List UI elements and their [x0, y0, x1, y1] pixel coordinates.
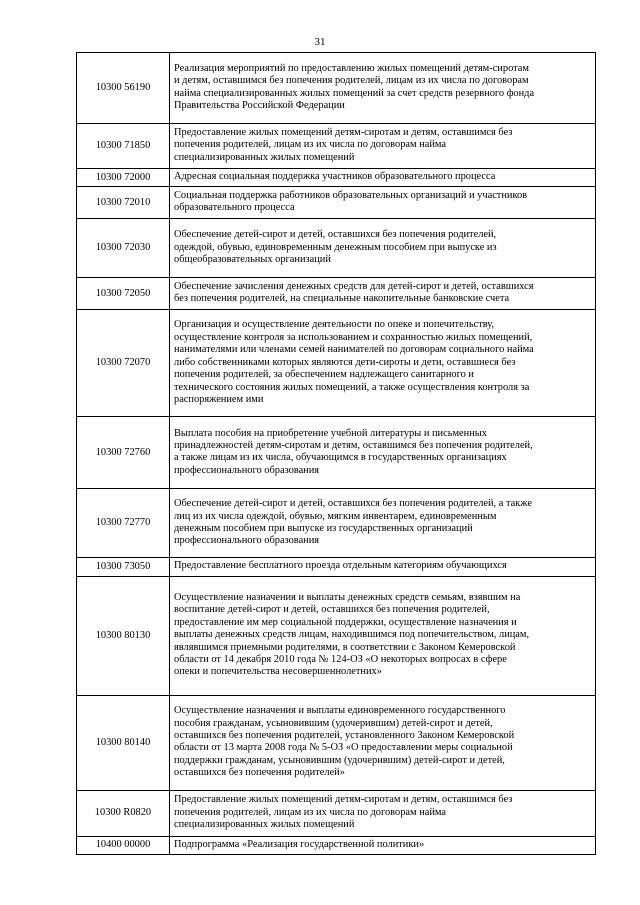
description-line: Осуществление назначения и выплаты денежных средств семьям, взявшим на — [174, 591, 521, 603]
row-code: 10300 72010 — [77, 187, 170, 219]
description-line: лиц из их числа одеждой, обувью, мягким инвентарем, единовременным — [174, 510, 497, 522]
row-code: 10300 72070 — [77, 310, 170, 417]
table-row — [77, 278, 596, 310]
description-line: и детям, оставшимся без попечения родителей, лицам из их числа по договорам — [174, 75, 529, 87]
row-code: 10300 71850 — [77, 124, 170, 169]
description-line: принадлежностей детям-сиротам и детям, оставшимся без попечения родителей, — [174, 440, 533, 451]
description-line: опеки и попечительства несовершеннолетних» — [174, 666, 382, 678]
row-description — [170, 187, 596, 219]
description-line: Организация и осуществление деятельности по опеке и попечительству, — [174, 319, 495, 331]
row-code: 10300 72050 — [77, 278, 170, 310]
description-line: либо собственниками которых являются дети-сироты и дети, оставшиеся без — [174, 356, 516, 368]
description-line: Правительства Российской Федерации — [174, 99, 345, 111]
row-code: 10300 72770 — [77, 489, 170, 558]
table-row — [77, 169, 596, 187]
description-line: образовательного процесса — [174, 202, 295, 214]
table-row — [77, 187, 596, 219]
description-line: предоставление им мер социальной поддержки, осуществление назначения и — [174, 616, 517, 628]
row-description — [170, 836, 596, 854]
description-line: специализированных жилых помещений — [174, 819, 355, 831]
page-number: 31 — [314, 36, 326, 48]
table-row — [77, 489, 596, 558]
description-line: без попечения родителей, на специальные накопительные банковские счета — [174, 293, 510, 305]
description-line: Выплата пособия на приобретение учебной литературы и письменных — [174, 427, 487, 439]
description-line: денежным пособием при выпуске из государственных организаций — [174, 522, 473, 534]
row-description — [170, 417, 596, 489]
description-line: Осуществление назначения и выплаты единовременного государственного — [174, 705, 506, 717]
row-code: 10300 72760 — [77, 417, 170, 489]
row-code: 10300 56190 — [77, 53, 170, 124]
description-line: области от 13 марта 2008 года № 5-ОЗ «О предоставлении меры социальной — [174, 742, 513, 754]
description-line: общеобразовательных организаций — [174, 254, 331, 266]
description-line: попечения родителей, за обеспечением надлежащего санитарного и — [174, 369, 474, 381]
table-row — [77, 836, 596, 854]
description-line: воспитание детей-сирот и детей, оставшихся без попечения родителей, — [174, 604, 490, 616]
description-line: Реализация мероприятий по предоставлению жилых помещений детям-сиротам — [174, 62, 529, 74]
description-line: осуществление контроля за использованием и сохранностью жилых помещений, — [174, 331, 533, 343]
description-line: Обеспечение зачисления денежных средств для детей-сирот и детей, оставшихся — [174, 281, 534, 292]
row-description — [170, 169, 596, 187]
row-code: 10300 72000 — [77, 169, 170, 187]
description-line: одеждой, обувью, единовременным денежным пособием при выпуске из — [174, 241, 497, 253]
description-line: Предоставление жилых помещений детям-сиротам и детям, оставшимся без — [174, 126, 513, 138]
description-line: профессионального образования — [174, 464, 320, 476]
description-line: Адресная социальная поддержка участников образовательного процесса — [174, 171, 496, 182]
description-line: технического состояния жилых помещений, а также осуществления контроля за — [174, 381, 530, 393]
description-line: а также лицам из их числа, обучающимся в государственных организациях — [174, 452, 507, 464]
row-description — [170, 695, 596, 790]
row-code: 10300 73050 — [77, 558, 170, 576]
row-code: 10300 80130 — [77, 576, 170, 695]
description-line: Социальная поддержка работников образовательных организаций и участников — [174, 190, 528, 201]
row-description — [170, 576, 596, 695]
description-line: найма специализированных жилых помещений за счет средств резервного фонда — [174, 87, 535, 99]
description-line: Предоставление жилых помещений детям-сиротам и детям, оставшимся без — [174, 794, 513, 806]
budget-classification-table — [76, 52, 596, 855]
description-line: распоряжением ими — [174, 393, 264, 405]
description-line: Обеспечение детей-сирот и детей, оставшихся без попечения родителей, а также — [174, 498, 532, 510]
description-line: области от 14 декабря 2010 года № 124-ОЗ «О некоторых вопросах в сфере — [174, 653, 507, 665]
table-row — [77, 790, 596, 836]
table-row — [77, 53, 596, 124]
row-description — [170, 558, 596, 576]
table-row — [77, 310, 596, 417]
row-code: 10400 00000 — [77, 836, 170, 854]
row-code: 10300 R0820 — [77, 790, 170, 836]
description-line: оставшихся без попечения родителей» — [174, 767, 345, 779]
row-description — [170, 278, 596, 310]
row-description — [170, 219, 596, 278]
table-row — [77, 219, 596, 278]
row-code: 10300 80140 — [77, 695, 170, 790]
description-line: являвшимся приемными родителями, в соответствии с Законом Кемеровской — [174, 641, 516, 653]
table-row — [77, 695, 596, 790]
table-row — [77, 576, 596, 695]
row-code: 10300 72030 — [77, 219, 170, 278]
row-description — [170, 124, 596, 169]
description-line: Подпрограмма «Реализация государственной политики» — [174, 838, 425, 850]
row-description — [170, 53, 596, 124]
description-line: нанимателями или членами семей нанимателей по договорам социального найма — [174, 344, 534, 356]
row-description — [170, 489, 596, 558]
table-row — [77, 558, 596, 576]
description-line: специализированных жилых помещений — [174, 151, 355, 163]
description-line: поддержки гражданам, усыновившим (удочерившим) детей-сирот и детей, — [174, 754, 505, 766]
description-line: профессионального образования — [174, 535, 320, 547]
description-line: попечения родителей, лицам из их числа по договорам найма — [174, 806, 447, 818]
description-line: выплаты денежных средств лицам, находившимся под попечительством, лицам, — [174, 629, 530, 641]
table-body — [77, 53, 596, 855]
table-row — [77, 124, 596, 169]
row-description — [170, 310, 596, 417]
description-line: оставшихся без попечения родителей, установленного Законом Кемеровской — [174, 729, 515, 741]
description-line: попечения родителей, лицам из их числа по договорам найма — [174, 139, 447, 151]
description-line: Предоставление бесплатного проезда отдельным категориям обучающихся — [174, 560, 507, 572]
description-line: пособия гражданам, усыновившим (удочерившим) детей-сирот и детей, — [174, 717, 493, 729]
row-description — [170, 790, 596, 836]
description-line: Обеспечение детей-сирот и детей, оставшихся без попечения родителей, — [174, 229, 497, 241]
table-row — [77, 417, 596, 489]
